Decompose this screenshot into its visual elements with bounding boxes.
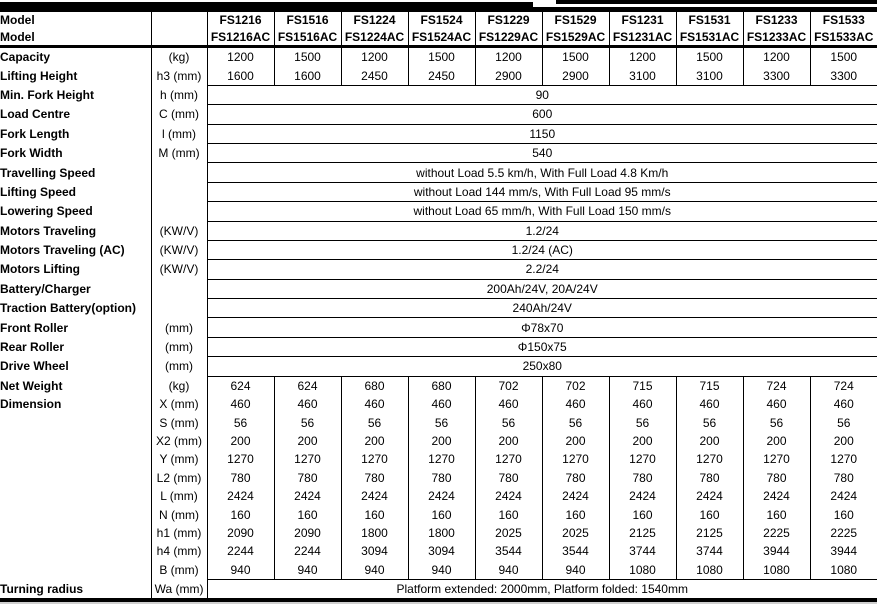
value-cell: 56 xyxy=(475,413,542,431)
row-label-cell: Model xyxy=(0,29,151,47)
merged-value-cell: without Load 65 mm/h, With Full Load 150 mm/s xyxy=(207,202,877,221)
value-cell: 715 xyxy=(676,376,743,395)
value-cell: 940 xyxy=(542,561,609,580)
row-unit-cell: M (mm) xyxy=(151,143,207,162)
value-cell: 3744 xyxy=(609,542,676,560)
spec-row xyxy=(0,202,877,221)
spec-row xyxy=(0,163,877,182)
value-cell: 460 xyxy=(408,395,475,413)
value-cell: 715 xyxy=(609,376,676,395)
model-name-cell: FS1524 xyxy=(408,10,475,29)
value-cell: 56 xyxy=(676,413,743,431)
value-cell: 1270 xyxy=(274,450,341,468)
value-cell: 2025 xyxy=(475,524,542,542)
value-cell: 2424 xyxy=(274,487,341,505)
value-cell: 1500 xyxy=(676,47,743,67)
value-cell: 200 xyxy=(408,432,475,450)
spec-row xyxy=(0,432,877,450)
value-cell: 780 xyxy=(341,469,408,487)
value-cell: 680 xyxy=(408,376,475,395)
merged-value-cell: 600 xyxy=(207,105,877,124)
spec-row xyxy=(0,279,877,298)
model-name-cell: FS1229 xyxy=(475,10,542,29)
value-cell: 160 xyxy=(542,505,609,523)
value-cell: 56 xyxy=(542,413,609,431)
spec-row xyxy=(0,413,877,431)
value-cell: 1270 xyxy=(207,450,274,468)
value-cell: 460 xyxy=(676,395,743,413)
value-cell: 200 xyxy=(274,432,341,450)
value-cell: 1270 xyxy=(475,450,542,468)
model-name-cell: FS1233 xyxy=(743,10,810,29)
row-label-cell: Battery/Charger xyxy=(0,279,151,298)
value-cell: 780 xyxy=(475,469,542,487)
value-cell: 1500 xyxy=(810,47,877,67)
row-unit-cell: (KW/V) xyxy=(151,221,207,240)
value-cell: 780 xyxy=(408,469,475,487)
value-cell: 2225 xyxy=(810,524,877,542)
row-label-cell xyxy=(0,561,151,580)
model-name-cell: FS1516 xyxy=(274,10,341,29)
spec-row xyxy=(0,395,877,413)
value-cell: 1200 xyxy=(475,47,542,67)
row-label-cell: Dimension xyxy=(0,395,151,413)
merged-value-cell: 240Ah/24V xyxy=(207,299,877,318)
row-label-cell: Rear Roller xyxy=(0,337,151,356)
value-cell: 2424 xyxy=(743,487,810,505)
value-cell: 460 xyxy=(743,395,810,413)
row-label-cell xyxy=(0,450,151,468)
model-name-cell: FS1531AC xyxy=(676,29,743,47)
value-cell: 3544 xyxy=(542,542,609,560)
row-label-cell: Travelling Speed xyxy=(0,163,151,182)
value-cell: 56 xyxy=(609,413,676,431)
model-name-cell: FS1231 xyxy=(609,10,676,29)
merged-value-cell: without Load 144 mm/s, With Full Load 95 mm/s xyxy=(207,182,877,201)
value-cell: 160 xyxy=(676,505,743,523)
row-unit-cell xyxy=(151,10,207,29)
row-unit-cell: X (mm) xyxy=(151,395,207,413)
value-cell: 1270 xyxy=(609,450,676,468)
value-cell: 200 xyxy=(207,432,274,450)
value-cell: 2025 xyxy=(542,524,609,542)
value-cell: 780 xyxy=(542,469,609,487)
row-label-cell xyxy=(0,469,151,487)
row-label-cell xyxy=(0,542,151,560)
spec-row xyxy=(0,505,877,523)
value-cell: 680 xyxy=(341,376,408,395)
row-label-cell: Traction Battery(option) xyxy=(0,299,151,318)
spec-row xyxy=(0,182,877,201)
value-cell: 1500 xyxy=(408,47,475,67)
value-cell: 780 xyxy=(810,469,877,487)
spec-row xyxy=(0,10,877,29)
row-unit-cell: Wa (mm) xyxy=(151,579,207,600)
value-cell: 1270 xyxy=(542,450,609,468)
value-cell: 160 xyxy=(341,505,408,523)
value-cell: 1600 xyxy=(207,66,274,85)
value-cell: 940 xyxy=(408,561,475,580)
row-unit-cell: C (mm) xyxy=(151,105,207,124)
row-label-cell: Lifting Height xyxy=(0,66,151,85)
row-label-cell xyxy=(0,505,151,523)
merged-value-cell: 250x80 xyxy=(207,357,877,376)
value-cell: 702 xyxy=(542,376,609,395)
value-cell: 2225 xyxy=(743,524,810,542)
merged-value-cell: Platform extended: 2000mm, Platform folded: 1540mm xyxy=(207,579,877,600)
spec-row xyxy=(0,579,877,600)
model-name-cell: FS1229AC xyxy=(475,29,542,47)
row-unit-cell: (KW/V) xyxy=(151,240,207,259)
model-name-cell: FS1216AC xyxy=(207,29,274,47)
row-unit-cell xyxy=(151,279,207,298)
value-cell: 1270 xyxy=(743,450,810,468)
value-cell: 460 xyxy=(475,395,542,413)
row-unit-cell: Y (mm) xyxy=(151,450,207,468)
value-cell: 1800 xyxy=(341,524,408,542)
row-label-cell: Min. Fork Height xyxy=(0,85,151,104)
row-unit-cell xyxy=(151,202,207,221)
value-cell: 3744 xyxy=(676,542,743,560)
model-name-cell: FS1533AC xyxy=(810,29,877,47)
model-name-cell: FS1524AC xyxy=(408,29,475,47)
value-cell: 460 xyxy=(542,395,609,413)
value-cell: 160 xyxy=(743,505,810,523)
row-label-cell xyxy=(0,487,151,505)
value-cell: 2424 xyxy=(810,487,877,505)
merged-value-cell: 90 xyxy=(207,85,877,104)
spec-row xyxy=(0,299,877,318)
row-label-cell xyxy=(0,524,151,542)
model-name-cell: FS1531 xyxy=(676,10,743,29)
merged-value-cell: 1.2/24 (AC) xyxy=(207,240,877,259)
value-cell: 624 xyxy=(207,376,274,395)
value-cell: 56 xyxy=(341,413,408,431)
row-unit-cell: N (mm) xyxy=(151,505,207,523)
row-label-cell: Net Weight xyxy=(0,376,151,395)
spec-row xyxy=(0,240,877,259)
value-cell: 2125 xyxy=(676,524,743,542)
value-cell: 2900 xyxy=(542,66,609,85)
row-unit-cell: X2 (mm) xyxy=(151,432,207,450)
value-cell: 2424 xyxy=(676,487,743,505)
value-cell: 56 xyxy=(207,413,274,431)
model-name-cell: FS1516AC xyxy=(274,29,341,47)
merged-value-cell: 540 xyxy=(207,143,877,162)
merged-value-cell: 2.2/24 xyxy=(207,260,877,279)
value-cell: 200 xyxy=(810,432,877,450)
value-cell: 1080 xyxy=(743,561,810,580)
value-cell: 1270 xyxy=(408,450,475,468)
value-cell: 200 xyxy=(475,432,542,450)
row-unit-cell: h4 (mm) xyxy=(151,542,207,560)
value-cell: 56 xyxy=(408,413,475,431)
value-cell: 1200 xyxy=(207,47,274,67)
row-unit-cell: S (mm) xyxy=(151,413,207,431)
value-cell: 3094 xyxy=(408,542,475,560)
spec-row xyxy=(0,124,877,143)
value-cell: 2090 xyxy=(207,524,274,542)
merged-value-cell: without Load 5.5 km/h, With Full Load 4.8 Km/h xyxy=(207,163,877,182)
model-name-cell: FS1224AC xyxy=(341,29,408,47)
row-unit-cell: (KW/V) xyxy=(151,260,207,279)
row-label-cell: Motors Lifting xyxy=(0,260,151,279)
value-cell: 1080 xyxy=(609,561,676,580)
spec-row xyxy=(0,105,877,124)
row-label-cell xyxy=(0,432,151,450)
value-cell: 3100 xyxy=(676,66,743,85)
value-cell: 2450 xyxy=(341,66,408,85)
value-cell: 1200 xyxy=(743,47,810,67)
value-cell: 1500 xyxy=(542,47,609,67)
row-unit-cell: (mm) xyxy=(151,357,207,376)
value-cell: 1270 xyxy=(341,450,408,468)
value-cell: 2125 xyxy=(609,524,676,542)
spec-row xyxy=(0,143,877,162)
spec-row xyxy=(0,357,877,376)
value-cell: 724 xyxy=(810,376,877,395)
value-cell: 460 xyxy=(810,395,877,413)
model-name-cell: FS1233AC xyxy=(743,29,810,47)
value-cell: 1270 xyxy=(676,450,743,468)
value-cell: 1600 xyxy=(274,66,341,85)
value-cell: 624 xyxy=(274,376,341,395)
row-label-cell: Load Centre xyxy=(0,105,151,124)
model-name-cell: FS1216 xyxy=(207,10,274,29)
value-cell: 460 xyxy=(274,395,341,413)
value-cell: 160 xyxy=(207,505,274,523)
merged-value-cell: 1150 xyxy=(207,124,877,143)
spec-row xyxy=(0,542,877,560)
row-unit-cell: L (mm) xyxy=(151,487,207,505)
value-cell: 2424 xyxy=(609,487,676,505)
value-cell: 780 xyxy=(274,469,341,487)
spec-row xyxy=(0,47,877,67)
row-unit-cell xyxy=(151,182,207,201)
value-cell: 940 xyxy=(341,561,408,580)
value-cell: 2450 xyxy=(408,66,475,85)
merged-value-cell: 1.2/24 xyxy=(207,221,877,240)
merged-value-cell: 200Ah/24V, 20A/24V xyxy=(207,279,877,298)
value-cell: 200 xyxy=(609,432,676,450)
value-cell: 200 xyxy=(341,432,408,450)
row-label-cell: Front Roller xyxy=(0,318,151,337)
row-label-cell: Turning radius xyxy=(0,579,151,600)
value-cell: 3944 xyxy=(810,542,877,560)
value-cell: 3094 xyxy=(341,542,408,560)
row-label-cell: Motors Traveling xyxy=(0,221,151,240)
value-cell: 160 xyxy=(810,505,877,523)
model-name-cell: FS1529AC xyxy=(542,29,609,47)
value-cell: 56 xyxy=(743,413,810,431)
spec-table-body xyxy=(0,10,877,601)
value-cell: 56 xyxy=(274,413,341,431)
value-cell: 2424 xyxy=(475,487,542,505)
row-label-cell: Fork Width xyxy=(0,143,151,162)
value-cell: 160 xyxy=(408,505,475,523)
value-cell: 2900 xyxy=(475,66,542,85)
row-label-cell: Drive Wheel xyxy=(0,357,151,376)
row-unit-cell: h1 (mm) xyxy=(151,524,207,542)
row-label-cell: Fork Length xyxy=(0,124,151,143)
row-label-cell: Motors Traveling (AC) xyxy=(0,240,151,259)
spec-row xyxy=(0,469,877,487)
value-cell: 3100 xyxy=(609,66,676,85)
value-cell: 1080 xyxy=(676,561,743,580)
row-unit-cell: (kg) xyxy=(151,376,207,395)
value-cell: 2424 xyxy=(408,487,475,505)
value-cell: 460 xyxy=(341,395,408,413)
value-cell: 940 xyxy=(475,561,542,580)
row-label-cell: Model xyxy=(0,10,151,29)
top-border-artifact-left xyxy=(0,2,533,7)
value-cell: 780 xyxy=(743,469,810,487)
row-label-cell: Lowering Speed xyxy=(0,202,151,221)
spec-row xyxy=(0,561,877,580)
value-cell: 2090 xyxy=(274,524,341,542)
value-cell: 3944 xyxy=(743,542,810,560)
value-cell: 2244 xyxy=(207,542,274,560)
value-cell: 2424 xyxy=(542,487,609,505)
value-cell: 160 xyxy=(274,505,341,523)
row-unit-cell: l (mm) xyxy=(151,124,207,143)
value-cell: 460 xyxy=(609,395,676,413)
value-cell: 1270 xyxy=(810,450,877,468)
top-border-artifact-right xyxy=(556,0,877,4)
row-unit-cell: (mm) xyxy=(151,318,207,337)
value-cell: 2424 xyxy=(207,487,274,505)
value-cell: 3300 xyxy=(743,66,810,85)
spec-row xyxy=(0,85,877,104)
row-label-cell: Lifting Speed xyxy=(0,182,151,201)
value-cell: 780 xyxy=(207,469,274,487)
spec-row xyxy=(0,66,877,85)
row-unit-cell: h (mm) xyxy=(151,85,207,104)
value-cell: 3300 xyxy=(810,66,877,85)
value-cell: 1200 xyxy=(609,47,676,67)
row-unit-cell: (mm) xyxy=(151,337,207,356)
value-cell: 1800 xyxy=(408,524,475,542)
value-cell: 1500 xyxy=(274,47,341,67)
spec-row xyxy=(0,337,877,356)
value-cell: 940 xyxy=(274,561,341,580)
row-unit-cell xyxy=(151,163,207,182)
spec-row xyxy=(0,524,877,542)
value-cell: 780 xyxy=(676,469,743,487)
bottom-border-echo xyxy=(0,602,877,604)
value-cell: 160 xyxy=(475,505,542,523)
spec-row xyxy=(0,221,877,240)
value-cell: 1200 xyxy=(341,47,408,67)
value-cell: 1080 xyxy=(810,561,877,580)
value-cell: 2424 xyxy=(341,487,408,505)
spec-row xyxy=(0,318,877,337)
value-cell: 940 xyxy=(207,561,274,580)
spec-table xyxy=(0,7,877,602)
merged-value-cell: Φ150x75 xyxy=(207,337,877,356)
spec-row xyxy=(0,376,877,395)
value-cell: 2244 xyxy=(274,542,341,560)
value-cell: 200 xyxy=(542,432,609,450)
spec-row xyxy=(0,450,877,468)
value-cell: 724 xyxy=(743,376,810,395)
value-cell: 56 xyxy=(810,413,877,431)
model-name-cell: FS1224 xyxy=(341,10,408,29)
row-label-cell xyxy=(0,413,151,431)
spec-row xyxy=(0,487,877,505)
row-unit-cell: B (mm) xyxy=(151,561,207,580)
merged-value-cell: Φ78x70 xyxy=(207,318,877,337)
row-unit-cell: L2 (mm) xyxy=(151,469,207,487)
model-name-cell: FS1533 xyxy=(810,10,877,29)
row-unit-cell: h3 (mm) xyxy=(151,66,207,85)
model-name-cell: FS1529 xyxy=(542,10,609,29)
row-unit-cell xyxy=(151,29,207,47)
spec-row xyxy=(0,29,877,47)
value-cell: 702 xyxy=(475,376,542,395)
value-cell: 460 xyxy=(207,395,274,413)
value-cell: 780 xyxy=(609,469,676,487)
row-unit-cell: (kg) xyxy=(151,47,207,67)
spec-row xyxy=(0,260,877,279)
model-name-cell: FS1231AC xyxy=(609,29,676,47)
value-cell: 200 xyxy=(676,432,743,450)
row-unit-cell xyxy=(151,299,207,318)
value-cell: 160 xyxy=(609,505,676,523)
value-cell: 3544 xyxy=(475,542,542,560)
row-label-cell: Capacity xyxy=(0,47,151,67)
value-cell: 200 xyxy=(743,432,810,450)
